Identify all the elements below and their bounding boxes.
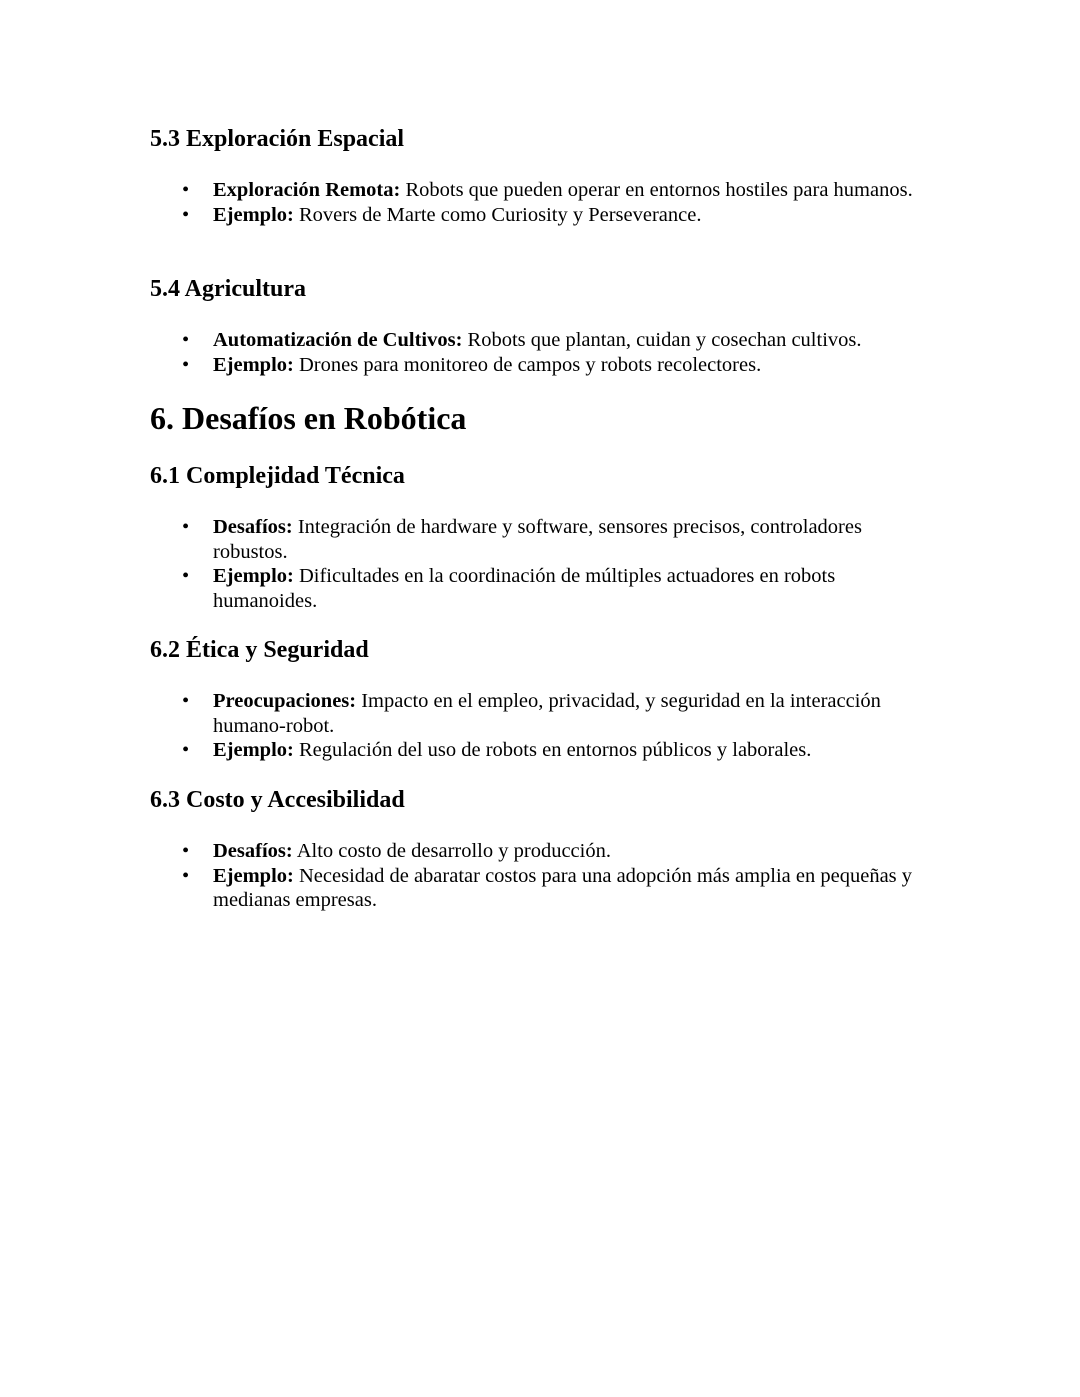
section-heading-5-3: 5.3 Exploración Espacial [150,126,405,152]
item-text: Robots que pueden operar en entornos hostiles para humanos. [400,179,913,201]
bullet-icon: • [182,353,190,376]
list-item [150,515,940,564]
item-text: Dificultades en la coordinación de múltiples actuadores en robots humanoides. [213,565,836,612]
bullet-icon: • [182,864,190,887]
item-text: Drones para monitoreo de campos y robots recolectores. [293,353,762,376]
bullet-icon: • [182,739,190,761]
item-text: Impacto en el empleo, privacidad, y seguridad en la interacción humano-robot. [213,690,881,737]
bullet-icon: • [182,516,190,538]
section-heading-5-4: 5.4 Agricultura [150,276,306,302]
item-label: Desafíos: [213,840,293,862]
section-6-1-list [150,515,940,613]
section-6-2-list [150,689,940,763]
item-text: Alto costo de desarrollo y producción. [292,840,611,862]
list-item [150,328,940,353]
item-label: Desafíos: [213,516,293,538]
list-item [150,689,940,738]
bullet-icon: • [182,203,190,226]
item-label: Exploración Remota: [213,179,401,201]
section-heading-6-2: 6.2 Ética y Seguridad [150,637,369,663]
list-item [150,564,940,613]
item-label: Ejemplo: [213,565,294,587]
list-item [150,203,940,228]
item-text: Necesidad de abaratar costos para una adopción más amplia en pequeñas y medianas empresas. [213,864,913,911]
bullet-icon: • [182,329,190,351]
bullet-icon: • [182,179,190,201]
list-item [150,864,940,913]
item-label: Ejemplo: [213,203,294,226]
item-text: Rovers de Marte como Curiosity y Perseverance. [293,203,702,226]
bullet-icon: • [182,840,190,862]
chapter-heading-6: 6. Desafíos en Robótica [150,400,467,436]
item-label: Ejemplo: [213,353,294,376]
section-6-3-list [150,839,940,913]
item-label: Ejemplo: [213,739,294,761]
section-heading-6-1: 6.1 Complejidad Técnica [150,463,405,489]
bullet-icon: • [182,565,190,587]
list-item [150,178,940,203]
section-5-3-list [150,178,940,227]
item-label: Preocupaciones: [213,690,357,712]
bullet-icon: • [182,690,190,712]
item-text: Regulación del uso de robots en entornos públicos y laborales. [293,739,812,761]
item-label: Automatización de Cultivos: [213,329,463,351]
item-label: Ejemplo: [213,864,294,887]
item-text: Integración de hardware y software, sensores precisos, controladores robustos. [213,516,862,563]
item-text: Robots que plantan, cuidan y cosechan cultivos. [462,329,862,351]
section-5-4-list [150,328,940,377]
list-item [150,353,940,378]
list-item [150,839,940,864]
list-item [150,738,940,763]
section-heading-6-3: 6.3 Costo y Accesibilidad [150,787,405,813]
